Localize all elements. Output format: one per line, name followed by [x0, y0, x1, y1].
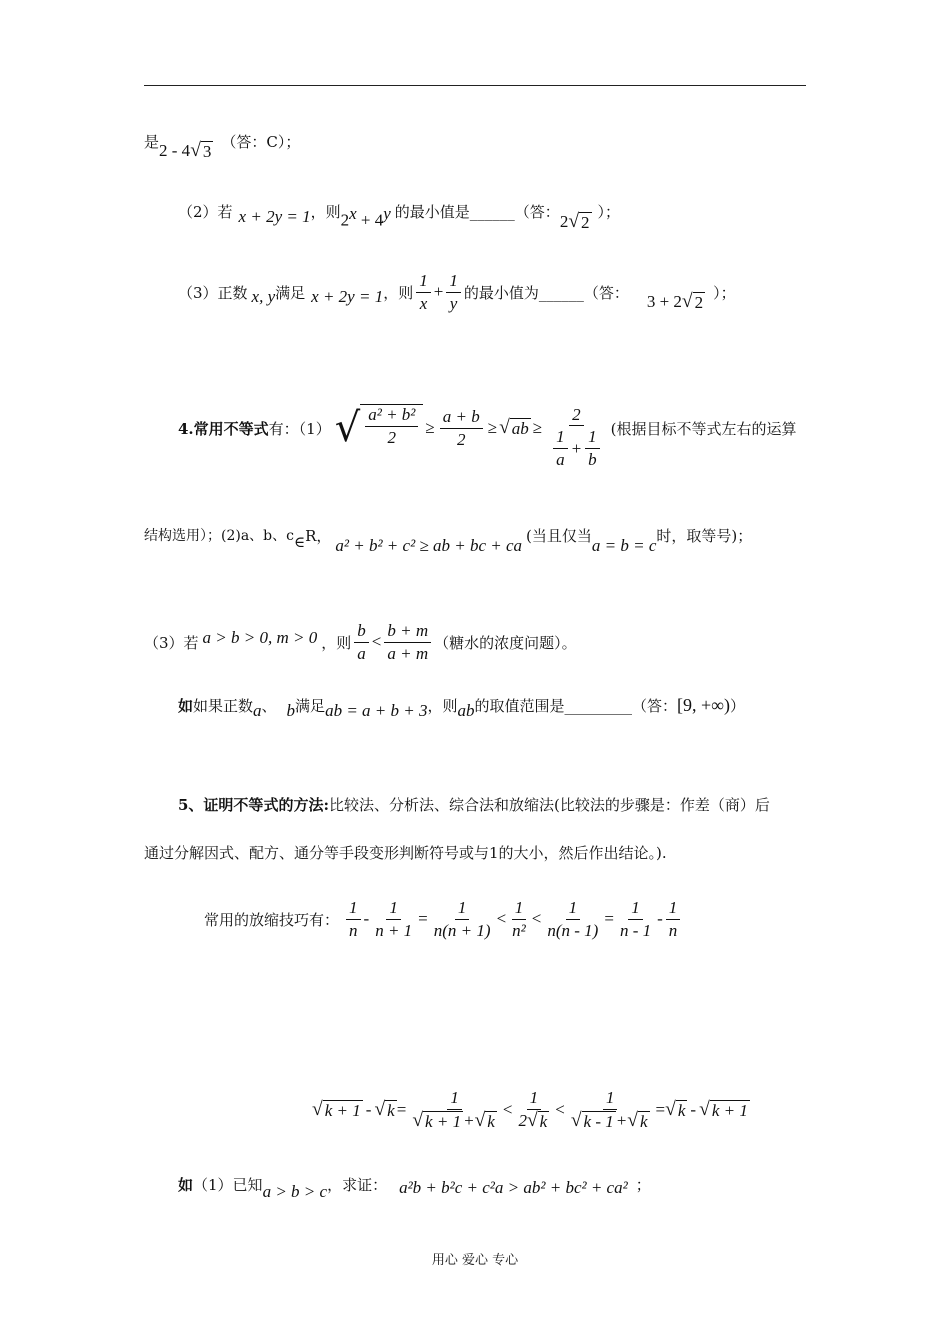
- fraction: $\frac{b + m}{a + m}$: [384, 621, 431, 663]
- sqrt-expr: √ k: [665, 1098, 686, 1120]
- text: ）: [730, 696, 746, 715]
- answer: （答：C）；: [221, 132, 301, 151]
- fraction: 1 √ k - 1 + √ k: [570, 1088, 648, 1131]
- op: =: [604, 909, 614, 928]
- sqrt-qm: √ $\frac{\text{a² + b²}}{2}$: [335, 404, 424, 452]
- text: ，则: [383, 283, 414, 302]
- fraction: $\frac{b}{a}$: [354, 621, 369, 663]
- text: ）；: [713, 283, 736, 302]
- text: 满足: [295, 696, 326, 715]
- op: <: [496, 909, 507, 928]
- text: (根据目标不等式左右的运算: [610, 419, 797, 438]
- math-ineq: a²b + b²c + c²a > ab² + bc² + ca²: [399, 1178, 628, 1197]
- op: ≥: [425, 418, 435, 437]
- text: 的最小值为______（答：: [463, 283, 629, 302]
- fraction: $\frac{1}{\text{n²}}$: [512, 897, 526, 940]
- fraction: $\frac{1}{n(n - 1)}$: [547, 897, 599, 940]
- op: ≥: [487, 418, 498, 437]
- math-cond: ab = a + b + 3: [325, 701, 428, 720]
- fraction: $\frac{1}{n}$: [666, 898, 681, 940]
- text: 的取值范围是_________（答：: [474, 696, 678, 715]
- text: ，则: [310, 202, 341, 221]
- section-5-line-2: [144, 840, 667, 864]
- sqrt-gm: √ ab: [499, 416, 529, 438]
- math-vars: x, y: [251, 287, 276, 306]
- math-cond: a > b > c: [262, 1182, 328, 1201]
- text: （糖水的浓度问题）。: [434, 633, 577, 652]
- sqrt-expr: √ k: [374, 1098, 395, 1120]
- answer-expr: 3 + 2 √ 2: [646, 290, 704, 312]
- op: -: [363, 909, 370, 928]
- math-expr: $2^x + 4^y$: [340, 203, 391, 230]
- text: ，则: [427, 696, 458, 715]
- math-ineq: a² + b² + c² ≥ ab + bc + ca: [335, 536, 523, 555]
- text: 满足: [275, 283, 306, 302]
- op: =: [655, 1100, 666, 1119]
- text: （3）正数: [178, 283, 248, 302]
- scaling-tips-line: [204, 892, 683, 946]
- sqrt-expr: √ k + 1: [312, 1098, 361, 1120]
- line-3: [178, 265, 736, 319]
- fraction: $\frac{1}{y}$: [446, 271, 461, 313]
- section-4-line-3: [144, 617, 577, 667]
- op: ∈: [293, 533, 306, 551]
- text: ）；: [597, 202, 621, 221]
- math-expr: 2 - 4: [159, 141, 191, 160]
- fraction: $\frac{1}{n(n + 1)}$: [433, 897, 491, 940]
- line-2: [178, 195, 621, 232]
- math-var: ab: [457, 701, 475, 720]
- answer-expr: [9, +∞): [677, 694, 730, 715]
- text: 、: [261, 696, 277, 715]
- answer-expr: 2 √ 2: [559, 210, 590, 232]
- text: （1）已知: [193, 1175, 263, 1194]
- fraction: 1 2 √ k: [518, 1088, 548, 1131]
- text: （2）若: [178, 202, 233, 221]
- example-line: [178, 688, 745, 722]
- math-cond: x + 2y = 1: [238, 207, 311, 226]
- op: =: [396, 1100, 407, 1119]
- text: ；: [635, 1175, 651, 1194]
- example-2-line: [178, 1166, 651, 1202]
- text: 如果正数: [193, 696, 254, 715]
- section-heading: 4.常用不等式: [178, 419, 269, 438]
- section-4-line-2: [144, 515, 752, 555]
- math-eq: a = b = c: [591, 536, 657, 555]
- fraction: $\frac{1}{n}$: [346, 898, 361, 940]
- section-heading: 5、证明不等式的方法:: [178, 795, 329, 814]
- op: -: [657, 909, 663, 928]
- op: =: [418, 909, 428, 928]
- fraction: $\frac{a + b}{2}$: [440, 407, 483, 449]
- sqrt-expr: √ k + 1: [699, 1098, 748, 1120]
- line-1: [144, 126, 301, 161]
- text: ，求证：: [327, 1175, 388, 1194]
- op: -: [690, 1100, 697, 1119]
- math-var: a: [253, 701, 262, 720]
- math-cond: a > b > 0, m > 0: [202, 628, 318, 647]
- text: 比较法、分析法、综合法和放缩法(比较法的步骤是：作差（商）后: [328, 795, 770, 814]
- text: (当且仅当: [526, 526, 592, 545]
- text: 结构选用）；(2)a、b、c: [144, 528, 294, 544]
- text: R，: [305, 526, 332, 545]
- op: <: [371, 632, 382, 651]
- fraction: $\frac{1}{n + 1}$: [375, 897, 413, 940]
- op: <: [502, 1100, 513, 1119]
- op: ≥: [532, 418, 543, 437]
- text: 时，取等号)；: [656, 526, 753, 545]
- text: ，则: [321, 633, 352, 652]
- section-4-line-1: [178, 395, 797, 469]
- fraction: $\frac{1}{x}$: [416, 271, 431, 313]
- header-rule: [144, 85, 806, 86]
- text: 有：（1）: [268, 419, 331, 438]
- text: （3）若: [144, 633, 199, 652]
- fraction: $\frac{1}{n - 1}$: [619, 897, 652, 940]
- page-footer: 用心 爱心 专心: [431, 1253, 519, 1268]
- math-cond: x + 2y = 1: [311, 287, 384, 306]
- sqrt-tips-line: [312, 1083, 750, 1137]
- op: <: [531, 909, 542, 928]
- op: <: [555, 1100, 565, 1119]
- text: 通过分解因式、配方、通分等手段变形判断符号或与1的大小，然后作出结论。).: [144, 843, 667, 862]
- sqrt-expr: √ 3: [190, 139, 212, 161]
- fraction-hm: 2 $\frac{1}{a}$ + $\frac{1}{b}$: [547, 405, 605, 470]
- text: 常用的放缩技巧有：: [204, 910, 340, 929]
- text: 的最小值是______（答：: [394, 202, 560, 221]
- op: -: [365, 1100, 372, 1119]
- text: 如: [178, 1175, 194, 1194]
- fraction: 1 √ k + 1 + √ k: [412, 1088, 495, 1131]
- math-var: b: [286, 701, 296, 720]
- text: 是: [144, 132, 160, 151]
- text: 如: [178, 696, 194, 715]
- op: +: [433, 282, 444, 301]
- section-5-line-1: [178, 792, 770, 816]
